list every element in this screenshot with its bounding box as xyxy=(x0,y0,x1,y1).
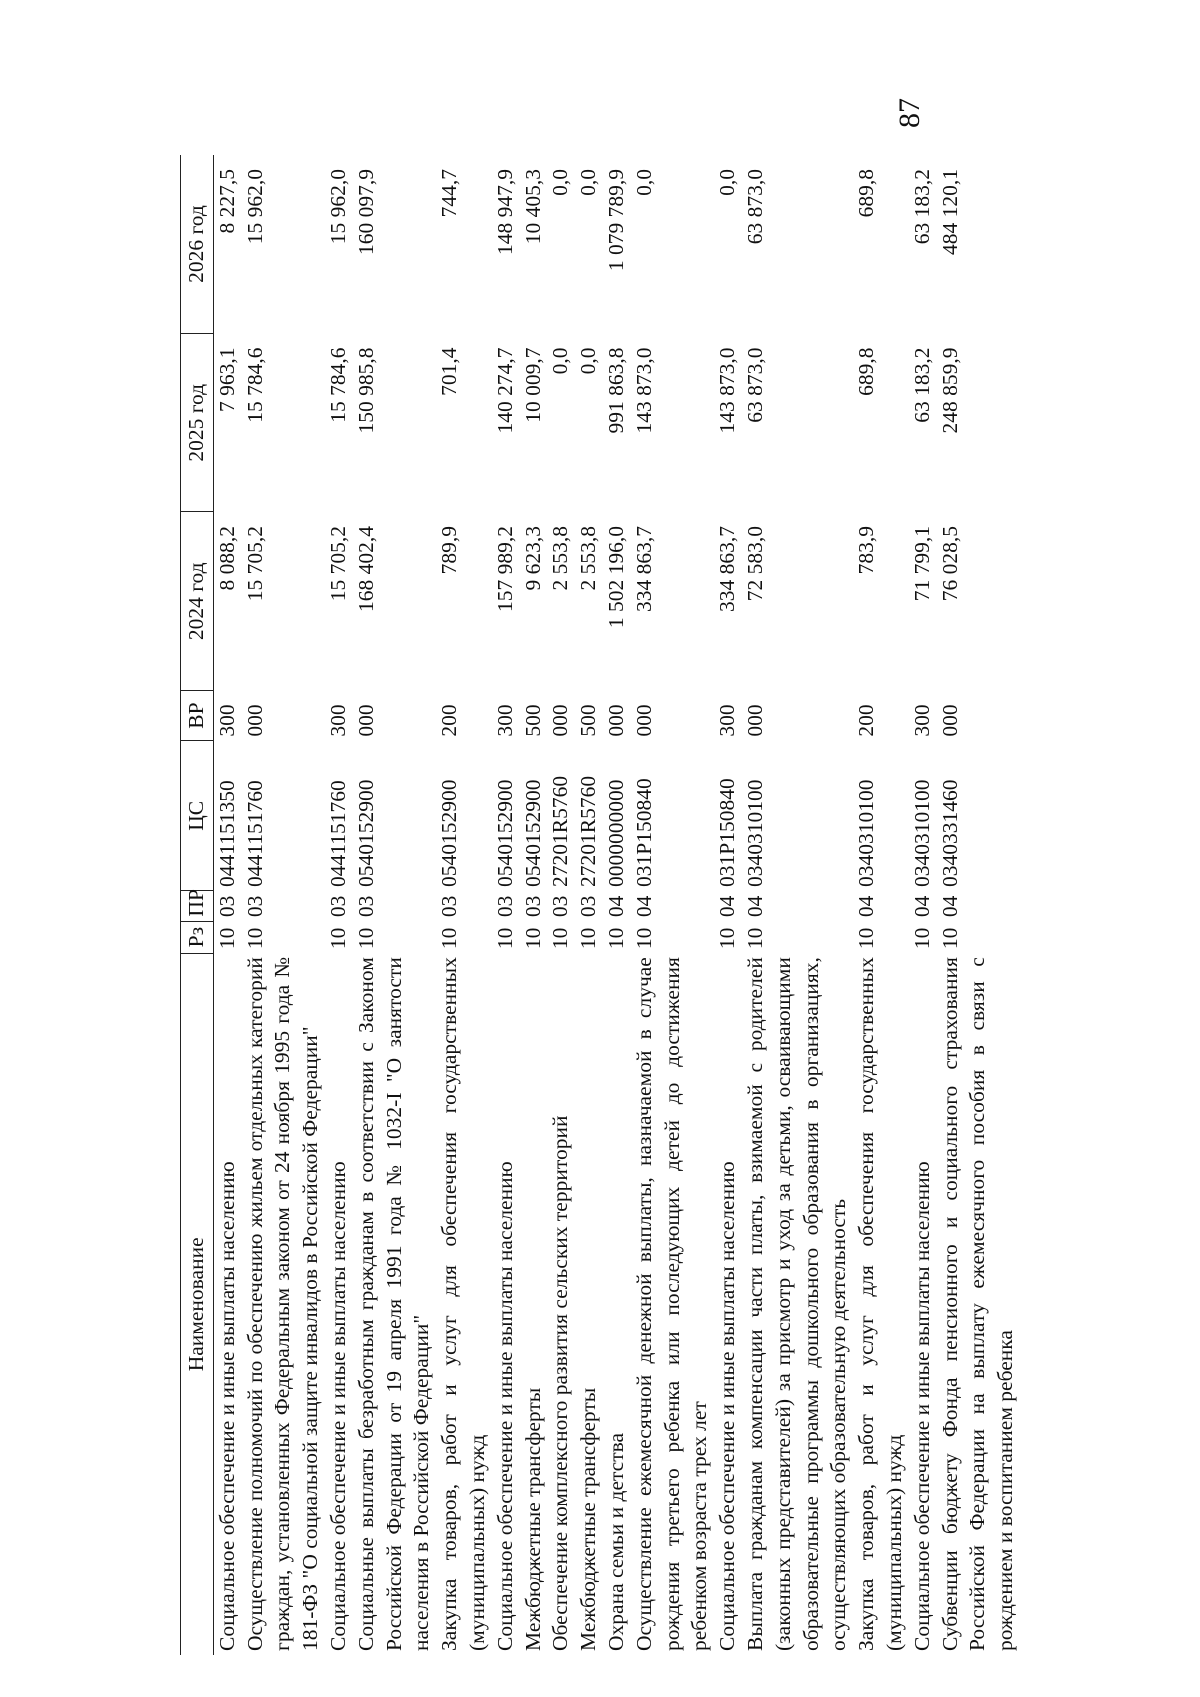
cell-2024: 8 088,2 xyxy=(214,526,239,591)
cell-rz: 10 xyxy=(242,927,267,950)
cell-rz: 10 xyxy=(909,927,934,950)
table-row xyxy=(547,155,575,1655)
cell-2025: 10 009,7 xyxy=(520,347,545,423)
cell-rz: 10 xyxy=(937,927,962,950)
table-row xyxy=(631,155,714,1655)
cell-2024: 71 799,1 xyxy=(909,526,934,602)
cell-cs: 0340331460 xyxy=(937,779,962,887)
cell-2025: 143 873,0 xyxy=(631,347,656,434)
cell-name: Закупка товаров, работ и услуг для обеспечения государственных (муниципальных) нужд xyxy=(437,957,489,1651)
table-row xyxy=(714,155,742,1655)
header-2025: 2025 год xyxy=(181,334,214,512)
cell-vr: 000 xyxy=(631,704,656,737)
cell-2025: 689,8 xyxy=(854,347,879,396)
table-row xyxy=(937,155,1020,1655)
cell-pr: 03 xyxy=(492,895,517,918)
cell-pr: 03 xyxy=(437,895,462,918)
cell-2024: 15 705,2 xyxy=(325,526,350,602)
table-row xyxy=(853,155,909,1655)
cell-rz: 10 xyxy=(520,927,545,950)
cell-name: Социальное обеспечение и иные выплаты населению xyxy=(325,1161,350,1651)
table-row xyxy=(325,155,353,1655)
cell-cs: 0540152900 xyxy=(520,779,545,887)
cell-rz: 10 xyxy=(603,927,628,950)
cell-2025: 701,4 xyxy=(437,347,462,396)
cell-name: Социальное обеспечение и иные выплаты населению xyxy=(909,1161,934,1651)
header-name: Наименование xyxy=(181,953,214,1655)
header-pr: ПР xyxy=(181,891,214,921)
cell-2026: 148 947,9 xyxy=(492,169,517,255)
cell-pr: 04 xyxy=(937,895,962,918)
table-row xyxy=(909,155,937,1655)
table-row xyxy=(492,155,520,1655)
rotated-table-container xyxy=(180,155,1040,1655)
cell-2026: 10 405,3 xyxy=(520,169,545,245)
cell-cs: 0540152900 xyxy=(353,779,378,887)
cell-vr: 500 xyxy=(520,704,545,737)
cell-2026: 15 962,0 xyxy=(242,169,267,245)
cell-pr: 03 xyxy=(548,895,573,918)
cell-cs: 0441151760 xyxy=(325,780,350,887)
cell-2025: 63 873,0 xyxy=(742,347,767,423)
cell-name: Межбюджетные трансферты xyxy=(520,1387,545,1651)
cell-cs: 27201R5760 xyxy=(548,775,573,887)
cell-name: Выплата гражданам компенсации части платы, взимаемой с родителей (законных представителей) за присмотр и уход за детьми, осваивающими образовательные программы дошкольного образования в организациях, осуществляющих образовательную деятельность xyxy=(742,957,851,1651)
cell-name: Охрана семьи и детства xyxy=(603,1432,628,1651)
table-row xyxy=(520,155,548,1655)
cell-vr: 000 xyxy=(937,704,962,737)
cell-cs: 0340310100 xyxy=(909,779,934,887)
cell-2025: 0,0 xyxy=(548,347,573,375)
cell-cs: 27201R5760 xyxy=(576,775,601,887)
table-header-row xyxy=(181,155,214,1655)
header-vr: ВР xyxy=(181,690,214,740)
cell-2025: 991 863,8 xyxy=(603,347,628,434)
cell-name: Социальное обеспечение и иные выплаты населению xyxy=(492,1161,517,1651)
cell-2026: 0,0 xyxy=(548,169,573,196)
cell-2026: 63 183,2 xyxy=(909,169,934,245)
cell-name: Закупка товаров, работ и услуг для обеспечения государственных (муниципальных) нужд xyxy=(854,957,906,1651)
cell-name: Социальные выплаты безработным гражданам в соответствии с Законом Российской Федерации от 19 апреля 1991 года № 1032-I "О занятости населения в Российской Федерации" xyxy=(353,957,434,1651)
cell-2026: 484 120,1 xyxy=(937,169,962,255)
cell-cs: 0000000000 xyxy=(603,779,628,887)
cell-name: Межбюджетные трансферты xyxy=(576,1387,601,1651)
cell-2026: 1 079 789,9 xyxy=(603,169,628,272)
cell-2024: 2 553,8 xyxy=(548,526,573,591)
cell-2024: 789,9 xyxy=(437,526,462,575)
cell-2026: 744,7 xyxy=(437,169,462,218)
cell-rz: 10 xyxy=(492,927,517,950)
cell-cs: 0340310100 xyxy=(854,779,879,887)
cell-name: Осуществление полномочий по обеспечению жильем отдельных категорий граждан, установленных Федеральным законом от 24 ноября 1995 года № 181-ФЗ "О социальной защите инвалидов в Российской Федерации" xyxy=(242,957,323,1651)
table-row xyxy=(603,155,631,1655)
cell-cs: 0540152900 xyxy=(437,779,462,887)
cell-vr: 000 xyxy=(603,704,628,737)
header-2024: 2024 год xyxy=(181,512,214,690)
cell-cs: 0540152900 xyxy=(492,779,517,887)
cell-2024: 9 623,3 xyxy=(520,526,545,591)
cell-pr: 04 xyxy=(715,895,740,918)
cell-vr: 200 xyxy=(437,704,462,737)
cell-rz: 10 xyxy=(631,927,656,950)
table-body xyxy=(213,155,1020,1655)
cell-rz: 10 xyxy=(325,927,350,950)
cell-name: Осуществление ежемесячной денежной выплаты, назначаемой в случае рождения третьего ребенка или последующих детей до достижения ребенком возраста трех лет xyxy=(631,957,712,1651)
cell-pr: 04 xyxy=(854,895,879,918)
table-row xyxy=(436,155,492,1655)
cell-rz: 10 xyxy=(576,927,601,950)
cell-2026: 0,0 xyxy=(631,169,656,196)
cell-2026: 15 962,0 xyxy=(325,169,350,245)
cell-name: Социальное обеспечение и иные выплаты населению xyxy=(214,1161,239,1651)
cell-2026: 63 873,0 xyxy=(742,169,767,245)
cell-2025: 15 784,6 xyxy=(242,347,267,423)
cell-name: Обеспечение комплексного развития сельских территорий xyxy=(548,1115,573,1651)
cell-pr: 04 xyxy=(631,895,656,918)
cell-vr: 500 xyxy=(576,704,601,737)
cell-2024: 783,9 xyxy=(854,526,879,575)
cell-2025: 0,0 xyxy=(576,347,601,375)
table-row xyxy=(742,155,853,1655)
cell-2026: 0,0 xyxy=(715,169,740,196)
cell-rz: 10 xyxy=(854,927,879,950)
table-row xyxy=(213,155,241,1655)
cell-2024: 1 502 196,0 xyxy=(603,526,628,629)
cell-rz: 10 xyxy=(353,927,378,950)
table-row xyxy=(353,155,436,1655)
cell-2026: 160 097,9 xyxy=(353,169,378,255)
cell-pr: 03 xyxy=(520,895,545,918)
header-cs: ЦС xyxy=(181,741,214,891)
cell-pr: 03 xyxy=(214,895,239,918)
cell-pr: 03 xyxy=(353,895,378,918)
header-rz: Рз xyxy=(181,921,214,953)
cell-2024: 15 705,2 xyxy=(242,526,267,602)
cell-vr: 300 xyxy=(909,704,934,737)
cell-2024: 2 553,8 xyxy=(576,526,601,591)
cell-2025: 7 963,1 xyxy=(214,347,239,413)
cell-cs: 0441151760 xyxy=(242,780,267,887)
cell-rz: 10 xyxy=(437,927,462,950)
cell-vr: 300 xyxy=(325,704,350,737)
cell-2024: 76 028,5 xyxy=(937,526,962,602)
cell-vr: 000 xyxy=(742,704,767,737)
cell-cs: 031P150840 xyxy=(715,778,740,887)
cell-2026: 8 227,5 xyxy=(214,169,239,234)
cell-name: Социальное обеспечение и иные выплаты населению xyxy=(715,1161,740,1651)
cell-rz: 10 xyxy=(715,927,740,950)
cell-2024: 168 402,4 xyxy=(353,526,378,612)
cell-vr: 000 xyxy=(353,704,378,737)
cell-name: Субвенции бюджету Фонда пенсионного и социального страхования Российской Федерации на выплату ежемесячного пособия в связи с рождением и воспитанием ребенка xyxy=(937,957,1018,1651)
cell-2025: 15 784,6 xyxy=(325,347,350,423)
cell-vr: 300 xyxy=(715,704,740,737)
cell-rz: 10 xyxy=(742,927,767,950)
cell-vr: 000 xyxy=(242,704,267,737)
cell-pr: 03 xyxy=(242,895,267,918)
cell-2024: 157 989,2 xyxy=(492,526,517,612)
cell-cs: 031P150840 xyxy=(631,778,656,887)
cell-2024: 334 863,7 xyxy=(631,526,656,612)
header-2026: 2026 год xyxy=(181,155,214,334)
cell-pr: 03 xyxy=(325,895,350,918)
cell-2025: 248 859,9 xyxy=(937,347,962,434)
cell-cs: 0340310100 xyxy=(742,779,767,887)
cell-vr: 200 xyxy=(854,704,879,737)
cell-rz: 10 xyxy=(548,927,573,950)
cell-pr: 03 xyxy=(576,895,601,918)
cell-2026: 689,8 xyxy=(854,169,879,218)
cell-2025: 150 985,8 xyxy=(353,347,378,434)
cell-pr: 04 xyxy=(909,895,934,918)
cell-2025: 140 274,7 xyxy=(492,347,517,434)
cell-vr: 300 xyxy=(214,704,239,737)
cell-rz: 10 xyxy=(214,927,239,950)
cell-2026: 0,0 xyxy=(576,169,601,196)
cell-2024: 72 583,0 xyxy=(742,526,767,602)
cell-2025: 63 183,2 xyxy=(909,347,934,423)
cell-2024: 334 863,7 xyxy=(715,526,740,612)
cell-vr: 300 xyxy=(492,704,517,737)
table-row xyxy=(575,155,603,1655)
cell-2025: 143 873,0 xyxy=(715,347,740,434)
table-row xyxy=(242,155,325,1655)
cell-pr: 04 xyxy=(742,895,767,918)
cell-pr: 04 xyxy=(603,895,628,918)
cell-cs: 0441151350 xyxy=(214,780,239,887)
cell-vr: 000 xyxy=(548,704,573,737)
page-number: 87 xyxy=(893,98,926,128)
budget-table xyxy=(180,155,1020,1655)
